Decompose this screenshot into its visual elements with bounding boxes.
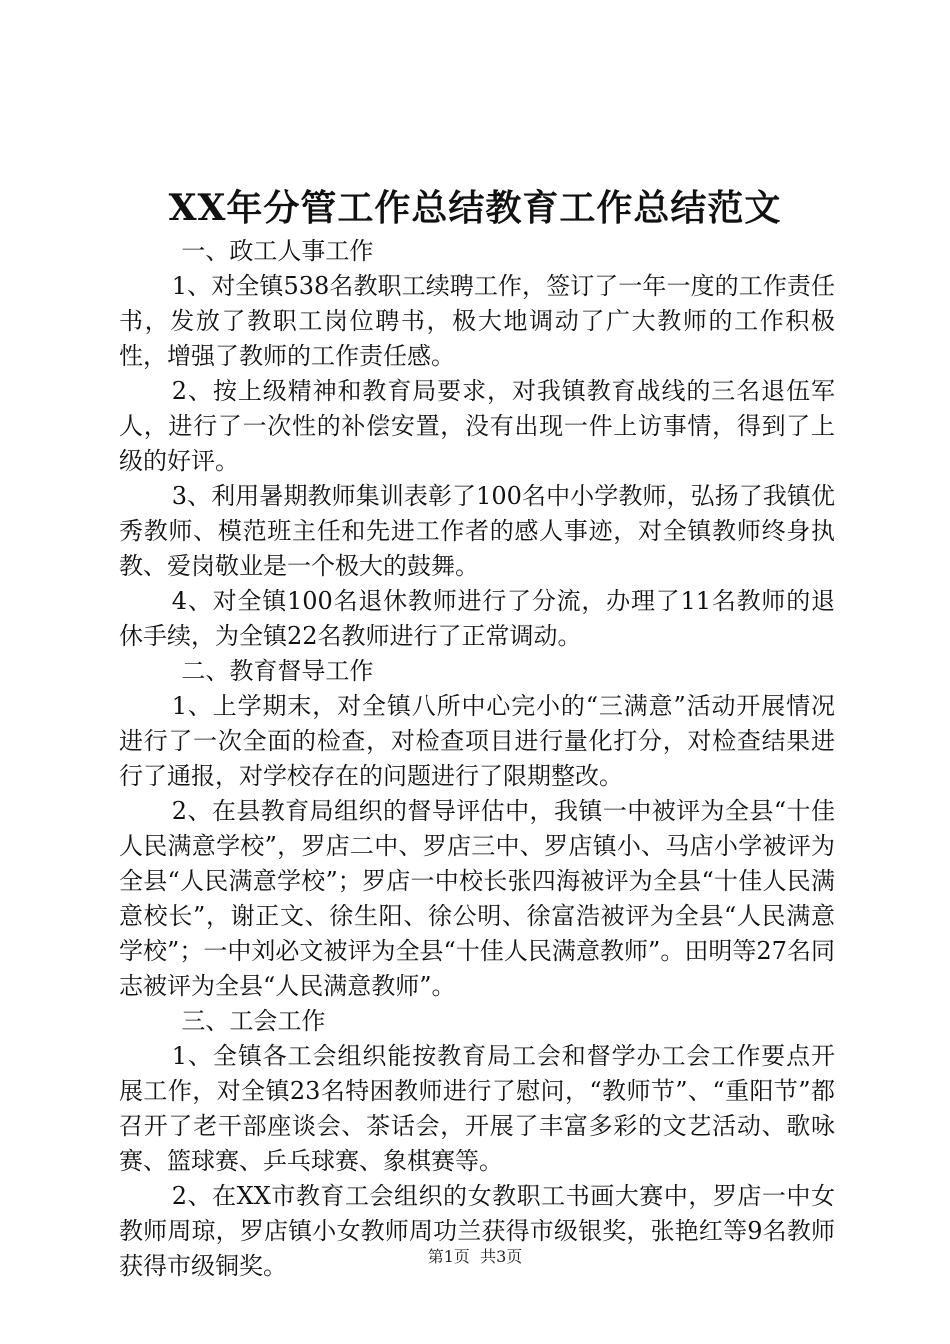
- section-heading: 一、政工人事工作: [181, 237, 374, 265]
- paragraph: 2、在XX市教育工会组织的女教职工书画大赛中，罗店一中女教师周琼，罗店镇小女教师周功兰获得市级银奖，张艳红等9名教师获得市级铜奖。: [119, 1182, 835, 1280]
- document-body: [119, 234, 835, 1284]
- paragraph: 2、在县教育局组织的督导评估中，我镇一中被评为全县“十佳人民满意学校”，罗店二中、罗店三中、罗店镇小、马店小学被评为全县“人民满意学校”；罗店一中校长张四海被评为全县“十佳人民满意校长”，谢正文、徐生阳、徐公明、徐富浩被评为全县“人民满意学校”；一中刘必文被评为全县“十佳人民满意教师”。田明等27名同志被评为全县“人民满意教师”。: [119, 797, 835, 1000]
- paragraph: 2、按上级精神和教育局要求，对我镇教育战线的三名退伍军人，进行了一次性的补偿安置，没有出现一件上访事情，得到了上级的好评。: [119, 377, 835, 475]
- document-title: XX年分管工作总结教育工作总结范文: [168, 187, 782, 229]
- paragraph: 3、利用暑期教师集训表彰了100名中小学教师，弘扬了我镇优秀教师、模范班主任和先进工作者的感人事迹，对全镇教师终身执教、爱岗敬业是一个极大的鼓舞。: [119, 482, 835, 580]
- section-heading: 二、教育督导工作: [181, 657, 374, 685]
- page-total: 共3页: [480, 1247, 523, 1266]
- paragraph: 1、对全镇538名教职工续聘工作，签订了一年一度的工作责任书，发放了教职工岗位聘书，极大地调动了广大教师的工作积极性，增强了教师的工作责任感。: [119, 272, 835, 370]
- paragraph: 1、上学期末，对全镇八所中心完小的“三满意”活动开展情况进行了一次全面的检查，对检查项目进行量化打分，对检查结果进行了通报，对学校存在的问题进行了限期整改。: [119, 692, 835, 790]
- paragraph: 1、全镇各工会组织能按教育局工会和督学办工会工作要点开展工作，对全镇23名特困教师进行了慰问，“教师节”、“重阳节”都召开了老干部座谈会、茶话会，开展了丰富多彩的文艺活动、歌咏赛、篮球赛、乒乓球赛、象棋赛等。: [119, 1042, 835, 1175]
- section-heading: 三、工会工作: [181, 1007, 326, 1035]
- page-footer: [0, 1246, 950, 1268]
- page-number: 第1页: [427, 1247, 470, 1266]
- paragraph: 4、对全镇100名退休教师进行了分流，办理了11名教师的退休手续，为全镇22名教师进行了正常调动。: [119, 587, 835, 650]
